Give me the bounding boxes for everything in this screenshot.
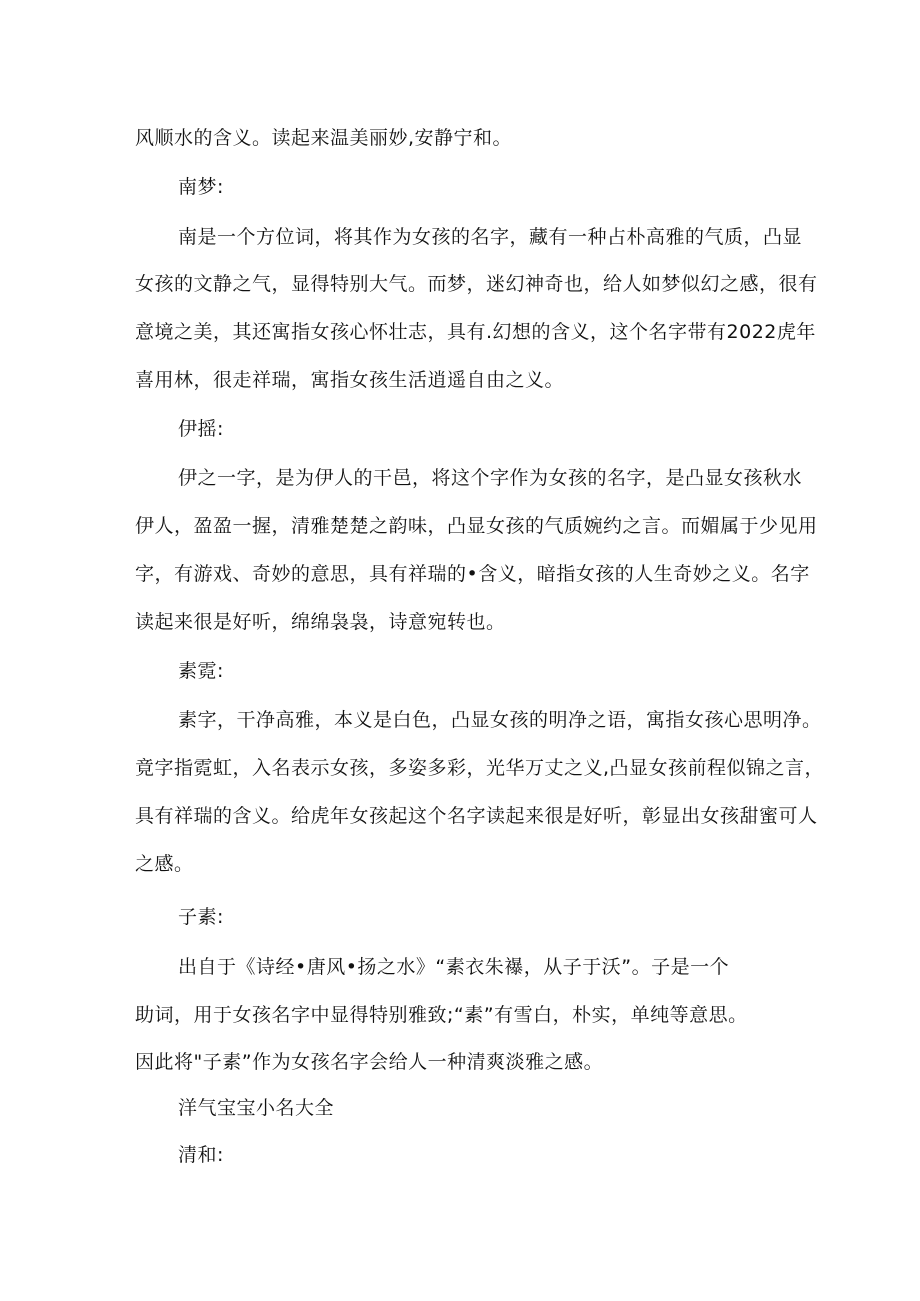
paragraph-line: 助词，用于女孩名字中显得特别雅致;“素”有雪白，朴实，单纯等意思。 xyxy=(135,1004,748,1026)
paragraph-line: 读起来很是好听，绵绵袅袅，诗意宛转也。 xyxy=(135,611,506,633)
paragraph-line: 伊人，盈盈一握，清雅楚楚之韵味，凸显女孩的气质婉约之言。而媚属于少见用 xyxy=(135,515,818,537)
paragraph-line: 伊之一字，是为伊人的干邑，将这个字作为女孩的名字，是凸显女孩秋水 xyxy=(178,467,803,489)
paragraph-line: 喜用林，很走祥瑞，寓指女孩生活逍遥自由之义。 xyxy=(135,369,565,391)
paragraph-line: 字，有游戏、奇妙的意思，具有祥瑞的•含义，暗指女孩的人生奇妙之义。名字 xyxy=(135,563,810,585)
section-heading: 清和: xyxy=(178,1144,224,1166)
paragraph-line: 出自于《诗经•唐风•扬之水》“素衣朱襮，从子于沃”。子是一个 xyxy=(178,956,730,978)
paragraph-line: 具有祥瑞的含义。给虎年女孩起这个名字读起来很是好听，彰显出女孩甜蜜可人 xyxy=(135,805,818,827)
paragraph-line: 意境之美，其还寓指女孩心怀壮志，具有.幻想的含义，这个名字带有2022虎年 xyxy=(135,321,816,343)
section-title: 洋气宝宝小名大全 xyxy=(178,1097,335,1119)
section-heading: 伊摇: xyxy=(178,418,224,440)
section-heading: 南梦: xyxy=(178,176,224,198)
paragraph-line: 竟字指霓虹，入名表示女孩，多姿多彩，光华万丈之义,凸显女孩前程似锦之言， xyxy=(135,757,825,779)
paragraph-line: 之感。 xyxy=(135,853,194,875)
paragraph-line: 南是一个方位词，将其作为女孩的名字，藏有一种占朴高雅的气质，凸显 xyxy=(178,226,803,248)
paragraph-line: 女孩的文静之气，显得特别大气。而梦，迷幻神奇也，给人如梦似幻之感，很有 xyxy=(135,273,818,295)
paragraph-line: 因此将"子素”作为女孩名字会给人一种清爽淡雅之感。 xyxy=(135,1051,604,1073)
section-heading: 子素: xyxy=(178,906,224,928)
paragraph-line: 风顺水的含义。读起来温美丽妙,安静宁和。 xyxy=(135,127,513,149)
section-heading: 素霓: xyxy=(178,660,224,682)
paragraph-line: 素字，干净高雅，本义是白色，凸显女孩的明净之语，寓指女孩心思明净。 xyxy=(178,709,822,731)
